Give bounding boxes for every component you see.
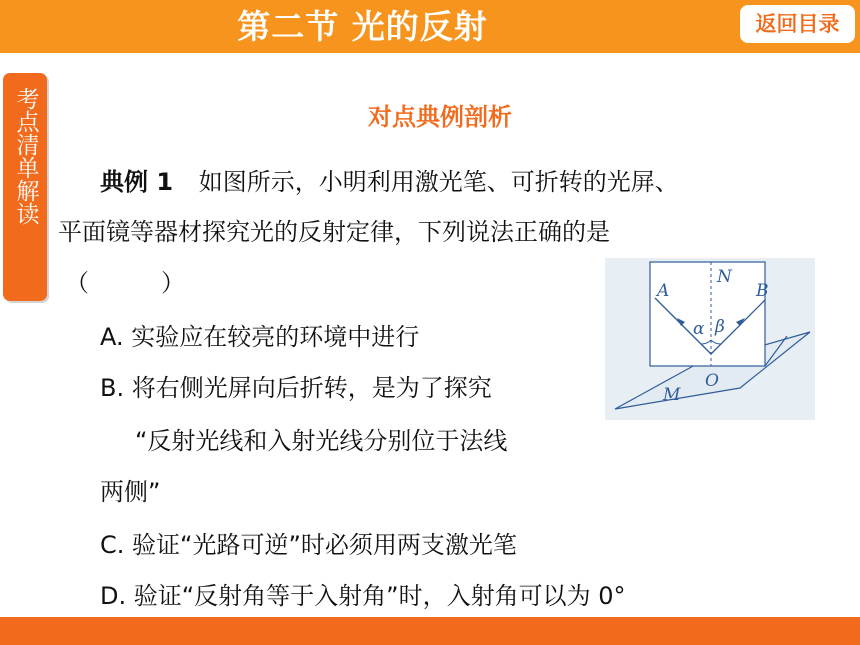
bottom-bar: [0, 617, 860, 645]
option-c[interactable]: C. 验证“光路可逆”时必须用两支激光笔: [100, 531, 517, 559]
label-a: A: [657, 281, 670, 301]
page-title: 第二节 光的反射: [237, 7, 488, 46]
label-m: M: [663, 385, 681, 405]
option-d[interactable]: D. 验证“反射角等于入射角”时，入射角可以为 0°: [100, 582, 626, 610]
example-label: 典例 1: [100, 168, 174, 196]
question-stem-line-1: 如图所示，小明利用激光笔、可折转的光屏、: [198, 168, 679, 196]
section-heading: 对点典例剖析: [368, 103, 512, 131]
option-b[interactable]: B. 将右侧光屏向后折转，是为了探究: [100, 374, 492, 402]
reflection-diagram: [605, 258, 815, 420]
side-tab-key-points[interactable]: 考点清单解读: [3, 73, 47, 301]
label-o: O: [705, 371, 719, 391]
answer-blank: （ ）: [65, 269, 185, 297]
option-b-line-2: “反射光线和入射光线分别位于法线: [135, 427, 508, 455]
label-n: N: [717, 267, 732, 287]
label-beta: β: [715, 317, 725, 337]
label-b: B: [756, 281, 769, 301]
back-to-contents-button[interactable]: 返回目录: [740, 5, 855, 43]
option-a[interactable]: A. 实验应在较亮的环境中进行: [100, 323, 420, 351]
question-line-1: [100, 162, 679, 197]
question-stem-line-2: 平面镜等器材探究光的反射定律，下列说法正确的是: [58, 218, 610, 246]
option-b-line-3: 两侧”: [100, 478, 161, 506]
label-alpha: α: [693, 319, 705, 339]
